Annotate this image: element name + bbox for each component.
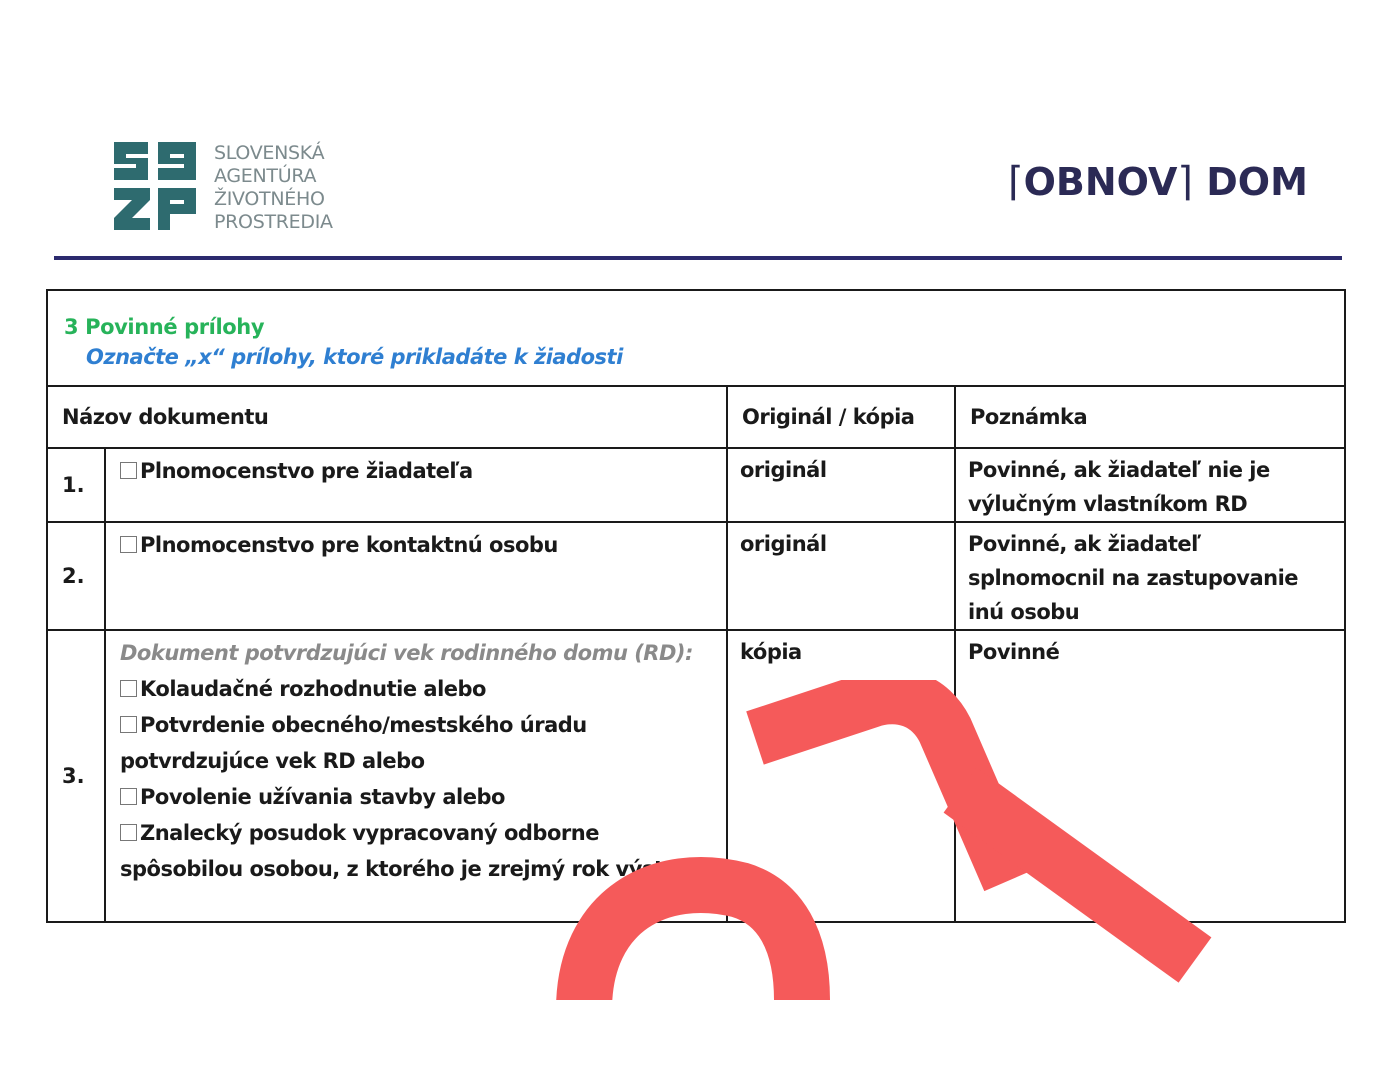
document-label: Kolaudačné rozhodnutie alebo xyxy=(140,677,486,701)
section-instruction: Označte „x“ prílohy, ktoré prikladáte k žiadosti xyxy=(86,345,623,369)
checkbox-expert-opinion[interactable] xyxy=(120,824,137,841)
document-label: Povolenie užívania stavby alebo xyxy=(140,785,505,809)
left-bracket-icon: ⌈ xyxy=(1008,159,1024,205)
row-number: 1. xyxy=(47,448,105,522)
brand-left-text: OBNOV xyxy=(1023,160,1178,204)
note-cell: Povinné xyxy=(955,630,1345,922)
table-row xyxy=(47,448,1345,522)
checkbox-power-of-attorney-applicant[interactable] xyxy=(120,462,137,479)
note-cell: Povinné, ak žiadateľ splnomocnil na zastupovanie inú osobu xyxy=(955,522,1345,630)
agency-line: SLOVENSKÁ xyxy=(214,142,325,164)
column-header-document: Názov dokumentu xyxy=(47,386,727,448)
document-cell xyxy=(105,522,727,630)
table-row xyxy=(47,630,1345,922)
document-intro: Dokument potvrdzujúci vek rodinného domu (RD): xyxy=(120,641,693,665)
column-header-type: Originál / kópia xyxy=(727,386,955,448)
section-title: 3 Povinné prílohy xyxy=(64,315,265,339)
document-header xyxy=(0,0,1397,260)
document-label: Znalecký posudok vypracovaný odborne spôsobilou osobou, z ktorého je zrejmý rok výstavby xyxy=(120,821,719,881)
type-cell: originál xyxy=(727,448,955,522)
sazp-logo-icon xyxy=(108,138,204,234)
agency-logo xyxy=(108,138,368,238)
document-cell xyxy=(105,448,727,522)
document-label: Potvrdenie obecného/mestského úradu potvrdzujúce vek RD alebo xyxy=(120,713,587,773)
right-bracket-icon: ⌉ xyxy=(1177,159,1193,205)
obnov-dom-logo xyxy=(1008,158,1308,206)
checkbox-occupancy-decision[interactable] xyxy=(120,680,137,697)
column-header-note: Poznámka xyxy=(955,386,1345,448)
checkbox-power-of-attorney-contact[interactable] xyxy=(120,536,137,553)
table-row xyxy=(47,522,1345,630)
brand-right-text: DOM xyxy=(1206,160,1308,204)
type-cell: originál xyxy=(727,522,955,630)
row-number: 2. xyxy=(47,522,105,630)
row-number: 3. xyxy=(47,630,105,922)
document-cell xyxy=(105,630,727,922)
type-cell: kópia xyxy=(727,630,955,922)
note-cell: Povinné, ak žiadateľ nie je výlučným vlastníkom RD xyxy=(955,448,1345,522)
table-header-row xyxy=(47,386,1345,448)
agency-name xyxy=(214,142,333,234)
checkbox-usage-permit[interactable] xyxy=(120,788,137,805)
agency-line: ŽIVOTNÉHO xyxy=(214,188,325,210)
agency-line: PROSTREDIA xyxy=(214,211,333,233)
attachments-table xyxy=(46,289,1346,923)
document-label: Plnomocenstvo pre žiadateľa xyxy=(140,459,473,483)
section-title-row xyxy=(47,290,1345,386)
section-title-cell xyxy=(47,290,1345,386)
checkbox-municipal-confirmation[interactable] xyxy=(120,716,137,733)
document-label: Plnomocenstvo pre kontaktnú osobu xyxy=(140,533,558,557)
header-divider xyxy=(54,256,1342,260)
agency-line: AGENTÚRA xyxy=(214,165,317,187)
